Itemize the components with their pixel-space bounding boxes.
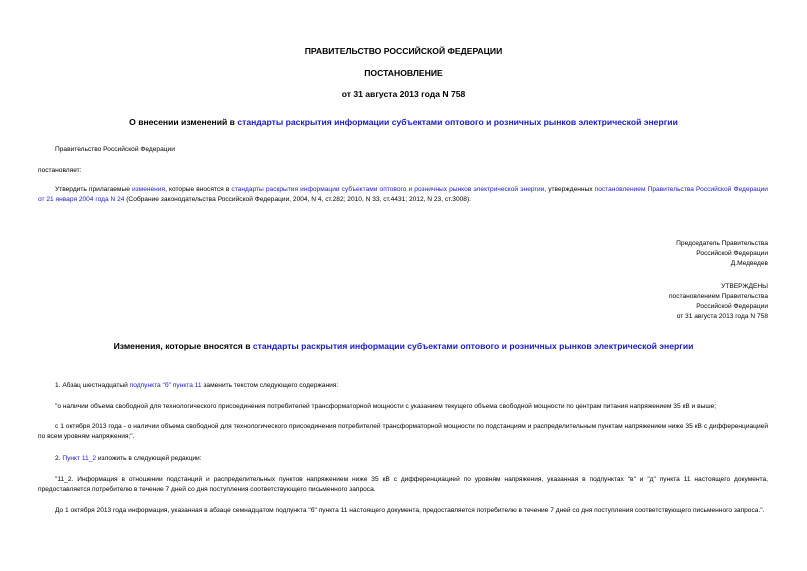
point-11-2-link[interactable]: Пункт 11_2 <box>62 455 97 462</box>
quote-paragraph-4: До 1 октября 2013 года информация, указанная в абзаце семнадцатом подпункта "б" пункта 11 настоящего документа, предоставляется потребителю в течение 7 дней со дня поступления соответствующего письменного запроса.". <box>55 507 765 514</box>
subpoint-b-point-11-link[interactable]: подпункта "б" пункта 11 <box>129 382 202 389</box>
decides-text: постановляет: <box>38 167 82 174</box>
decree-24-link[interactable]: постановлением Правительства Российской Федерации от 21 января 2004 года N 24 <box>38 186 768 203</box>
document-date-number: от 31 августа 2013 года N 758 <box>341 89 466 99</box>
changes-link[interactable]: изменения <box>131 186 166 193</box>
change-item-2: 2. Пункт 11_2 изложить в следующей редакции: <box>55 455 202 462</box>
issuer-text: Правительство Российской Федерации <box>55 146 175 153</box>
signature-block: Председатель Правительства Российской Федерации Д.Медведев <box>676 240 768 267</box>
government-heading: ПРАВИТЕЛЬСТВО РОССИЙСКОЙ ФЕДЕРАЦИИ <box>304 46 503 56</box>
document-type: ПОСТАНОВЛЕНИЕ <box>364 68 443 78</box>
quote-paragraph-2: с 1 октября 2013 года - о наличии объема свободной для технологического присоединения потребителей трансформаторной мощности по подстанциям и распределительным пунктам напряжением ниже 35 кВ с дифференциацией по всем уровням напряжения;". <box>38 423 768 440</box>
quote-paragraph-3: "11_2. Информация в отношении подстанций и распределительных пунктов напряжением ниже 35 кВ с дифференциацией по уровням напряжения, указанная в подпунктах "в" и "д" пункта 11 настоящего документа, предоставляется потребителю в течение 7 дней со дня поступления соответствующего письменного запроса. <box>38 476 768 493</box>
standards-link-2[interactable]: стандарты раскрытия информации субъектами оптового и розничных рынков электрической энергии <box>231 186 545 193</box>
document-title <box>0 117 807 127</box>
standards-link-3[interactable]: стандарты раскрытия информации субъектами оптового и розничных рынков электрической энергии <box>252 341 694 351</box>
title-text: О внесении изменений в <box>129 117 238 127</box>
changes-title: Изменения, которые вносятся в стандарты раскрытия информации субъектами оптового и розничных рынков электрической энергии <box>113 341 694 351</box>
approval-block: УТВЕРЖДЕНЫ постановлением Правительства Российской Федерации от 31 августа 2013 года N 758 <box>668 283 768 320</box>
resolution-paragraph: Утвердить прилагаемые изменения, которые вносятся в стандарты раскрытия информации субъектами оптового и розничных рынков электрической энергии, утвержденных постановлением Правительства Российской Федерации от 21 января 2004 года N 24 (Собрание законодательства Российской Федерации, 2004, N 4, ст.282; 2010, N 33, ст.4431; 2012, N 23, ст.3008). <box>38 186 768 203</box>
standards-link[interactable]: стандарты раскрытия информации субъектами оптового и розничных рынков электрической энергии <box>237 117 678 127</box>
quote-paragraph-1: "о наличии объема свободной для технологического присоединения потребителей трансформаторной мощности с указанием текущего объема свободной мощности по центрам питания напряжением 35 кВ и выше; <box>55 403 717 410</box>
change-item-1: 1. Абзац шестнадцатый подпункта "б" пункта 11 заменить текстом следующего содержания: <box>55 382 339 389</box>
